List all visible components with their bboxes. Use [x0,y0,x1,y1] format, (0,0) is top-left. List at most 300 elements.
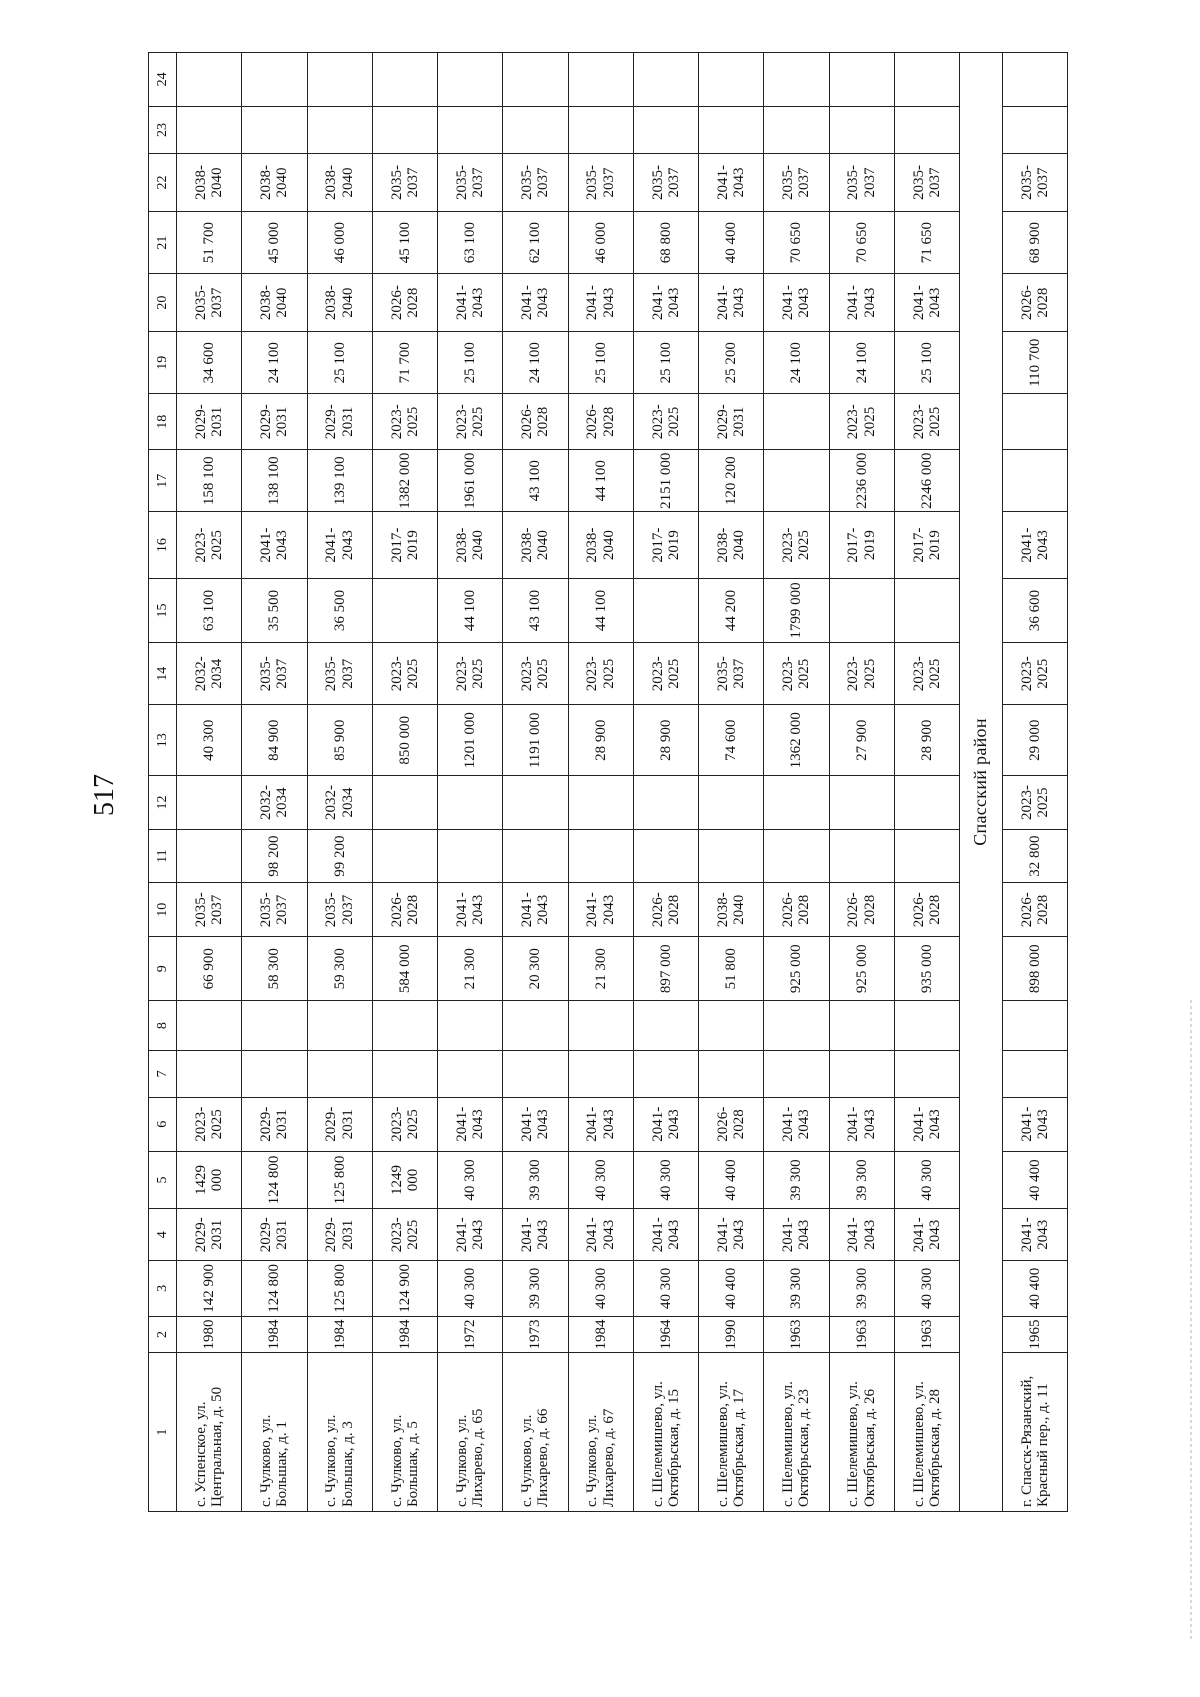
table-cell: 1973 [503,1316,568,1352]
table-cell: 2151 000 [633,450,698,512]
table-cell [894,106,959,153]
table-cell: 45 100 [372,211,437,273]
table-cell: 2023-2025 [177,512,242,579]
table-cell: 925 000 [764,937,829,1001]
table-cell: 2035-2037 [894,154,959,212]
table-cell: 40 300 [568,1151,633,1209]
table-cell: 124 800 [242,1151,307,1209]
table-cell: 51 800 [699,937,764,1001]
table-cell: 2041-2043 [764,274,829,332]
table-cell [1002,1001,1067,1050]
table-cell: 24 100 [242,332,307,394]
table-cell: 2041-2043 [503,274,568,332]
page-number: 517 [89,774,120,816]
table-cell: 40 300 [568,1260,633,1316]
table-cell: 584 000 [372,937,437,1001]
column-number-9: 9 [149,937,177,1001]
table-cell: 1980 [177,1316,242,1352]
table-cell [699,106,764,153]
table-cell [568,106,633,153]
column-number-6: 6 [149,1097,177,1151]
table-cell [764,450,829,512]
column-number-15: 15 [149,578,177,642]
address-cell: с. Чулково, ул. Большак, д. 1 [242,1353,307,1512]
table-cell: 2023-2025 [633,643,698,705]
table-cell: 1382 000 [372,450,437,512]
table-cell: 1965 [1002,1316,1067,1352]
table-cell: 44 100 [568,578,633,642]
table-cell [503,776,568,830]
table-cell: 39 300 [764,1151,829,1209]
table-cell [503,1001,568,1050]
table-cell: 2041-2043 [1002,1209,1067,1260]
table-cell [242,106,307,153]
table-cell [894,53,959,107]
table-cell: 2017-2019 [894,512,959,579]
table-cell [307,1050,372,1097]
table-cell [894,776,959,830]
table-cell: 1249 000 [372,1151,437,1209]
table-cell: 850 000 [372,705,437,776]
table-cell: 85 900 [307,705,372,776]
table-cell: 21 300 [568,937,633,1001]
address-cell: с. Шелемишево, ул. Октябрьская, д. 15 [633,1353,698,1512]
column-number-7: 7 [149,1050,177,1097]
table-cell [894,578,959,642]
address-cell: с. Чулково, ул. Лихарево, д. 67 [568,1353,633,1512]
table-cell: 2017-2019 [372,512,437,579]
table-cell: 2038-2040 [568,512,633,579]
table-cell: 1362 000 [764,705,829,776]
column-number-5: 5 [149,1151,177,1209]
table-cell: 2035-2037 [307,643,372,705]
scan-artifact [1190,1000,1192,1640]
table-cell: 40 300 [894,1151,959,1209]
table-cell [894,1001,959,1050]
table-cell [438,1001,503,1050]
table-cell: 44 100 [438,578,503,642]
table-cell: 1984 [307,1316,372,1352]
table-cell: 1963 [894,1316,959,1352]
table-cell: 2029-2031 [177,394,242,450]
table-row [829,53,894,1512]
table-cell: 2029-2031 [307,1097,372,1151]
table-cell: 40 300 [894,1260,959,1316]
table-cell: 124 900 [372,1260,437,1316]
table-cell: 70 650 [829,211,894,273]
table-cell [699,1050,764,1097]
table-cell: 28 900 [894,705,959,776]
table-cell [568,53,633,107]
table-cell [699,1001,764,1050]
table-cell: 36 500 [307,578,372,642]
table-row [242,53,307,1512]
table-cell: 2023-2025 [503,643,568,705]
table-cell [503,1050,568,1097]
table-row [177,53,242,1512]
table-cell: 25 100 [568,332,633,394]
table-cell: 2023-2025 [372,1209,437,1260]
table-cell: 36 600 [1002,578,1067,642]
table-cell: 39 300 [503,1151,568,1209]
column-number-13: 13 [149,705,177,776]
table-cell: 2023-2025 [438,394,503,450]
table-cell: 25 100 [633,332,698,394]
table-cell: 39 300 [829,1260,894,1316]
table-cell: 24 100 [764,332,829,394]
table-cell [633,829,698,883]
table-cell: 68 900 [1002,211,1067,273]
table-cell: 2035-2037 [177,274,242,332]
table-cell: 2029-2031 [242,394,307,450]
table-cell [242,53,307,107]
table-cell: 2035-2037 [372,154,437,212]
table-row [503,53,568,1512]
table-cell: 2041-2043 [894,1209,959,1260]
table-cell: 935 000 [894,937,959,1001]
table-cell: 2026-2028 [1002,274,1067,332]
table-cell [242,1001,307,1050]
table-cell: 21 300 [438,937,503,1001]
table-cell: 2023-2025 [894,394,959,450]
address-cell: с. Шелемишево, ул. Октябрьская, д. 17 [699,1353,764,1512]
table-cell: 2041-2043 [438,1209,503,1260]
address-cell: с. Успенское, ул. Центральная, д. 50 [177,1353,242,1512]
address-cell: с. Шелемишево, ул. Октябрьская, д. 28 [894,1353,959,1512]
table-cell: 98 200 [242,829,307,883]
table-cell [177,1001,242,1050]
column-number-14: 14 [149,643,177,705]
table-cell: 2026-2028 [1002,883,1067,937]
table-cell: 2041-2043 [829,1097,894,1151]
table-cell: 2026-2028 [568,394,633,450]
address-cell: с. Чулково, ул. Лихарево, д. 66 [503,1353,568,1512]
table-cell: 2026-2028 [764,883,829,937]
table-cell [894,1050,959,1097]
table-cell [764,53,829,107]
table-cell [633,578,698,642]
table-cell [568,829,633,883]
table-row [699,53,764,1512]
table-cell: 2246 000 [894,450,959,512]
table-cell: 2026-2028 [633,883,698,937]
table-cell: 2023-2025 [568,643,633,705]
table-cell [503,53,568,107]
table-cell: 44 100 [568,450,633,512]
table-cell: 74 600 [699,705,764,776]
table-cell: 2023-2025 [372,394,437,450]
table-cell [764,1001,829,1050]
table-cell: 2038-2040 [307,274,372,332]
table-cell [829,829,894,883]
table-cell [438,53,503,107]
table-cell: 66 900 [177,937,242,1001]
table-cell [372,776,437,830]
table-cell [438,829,503,883]
table-cell [829,53,894,107]
address-cell: с. Чулково, ул. Большак, д. 5 [372,1353,437,1512]
table-cell: 1201 000 [438,705,503,776]
table-cell: 2035-2037 [568,154,633,212]
rotated-table-container [148,52,1068,1512]
table-cell: 2023-2025 [829,643,894,705]
table-cell [503,829,568,883]
column-number-10: 10 [149,883,177,937]
table-cell: 2035-2037 [633,154,698,212]
table-cell: 2041-2043 [568,883,633,937]
table-cell: 51 700 [177,211,242,273]
address-cell: г. Спасск-Рязанский, Красный пер., д. 11 [1002,1353,1067,1512]
table-cell: 2041-2043 [699,274,764,332]
table-cell: 1429 000 [177,1151,242,1209]
table-cell: 2023-2025 [372,1097,437,1151]
table-cell [829,1050,894,1097]
table-cell: 25 200 [699,332,764,394]
table-cell [307,106,372,153]
table-cell: 1963 [829,1316,894,1352]
table-cell: 46 000 [568,211,633,273]
table-cell: 120 200 [699,450,764,512]
table-cell [1002,450,1067,512]
table-row [307,53,372,1512]
table-cell: 2038-2040 [503,512,568,579]
table-cell [633,776,698,830]
table-cell: 2023-2025 [633,394,698,450]
table-cell: 2038-2040 [699,512,764,579]
table-cell [829,776,894,830]
table-cell: 2023-2025 [372,643,437,705]
table-cell [764,106,829,153]
table-cell: 1963 [764,1316,829,1352]
table-cell: 2041-2043 [503,1209,568,1260]
table-row [372,53,437,1512]
table-cell [177,776,242,830]
table-cell: 2041-2043 [568,1097,633,1151]
column-number-21: 21 [149,211,177,273]
table-cell: 138 100 [242,450,307,512]
table-cell [764,1050,829,1097]
table-cell: 58 300 [242,937,307,1001]
table-cell: 40 300 [633,1151,698,1209]
table-cell: 84 900 [242,705,307,776]
table-cell [438,1050,503,1097]
table-cell [764,776,829,830]
table-cell: 2041-2043 [764,1097,829,1151]
table-cell: 1984 [568,1316,633,1352]
table-cell [177,53,242,107]
column-number-2: 2 [149,1316,177,1352]
column-number-24: 24 [149,53,177,107]
table-cell: 71 700 [372,332,437,394]
table-cell [372,53,437,107]
table-cell: 2029-2031 [307,1209,372,1260]
table-cell: 2035-2037 [829,154,894,212]
column-number-3: 3 [149,1260,177,1316]
table-cell [829,578,894,642]
table-cell: 40 300 [633,1260,698,1316]
table-cell: 2038-2040 [242,154,307,212]
table-cell: 1990 [699,1316,764,1352]
table-cell: 99 200 [307,829,372,883]
table-cell: 2023-2025 [764,643,829,705]
repair-schedule-table [148,52,1068,1512]
table-cell: 2038-2040 [307,154,372,212]
table-cell [372,829,437,883]
table-cell: 2026-2028 [503,394,568,450]
address-cell: с. Шелемишево, ул. Октябрьская, д. 23 [764,1353,829,1512]
table-row [894,53,959,1512]
table-cell: 139 100 [307,450,372,512]
column-number-17: 17 [149,450,177,512]
table-cell: 2041-2043 [829,274,894,332]
table-cell: 39 300 [503,1260,568,1316]
table-cell: 2041-2043 [438,883,503,937]
table-cell: 63 100 [177,578,242,642]
table-cell: 2026-2028 [894,883,959,937]
table-cell: 2017-2019 [829,512,894,579]
table-cell: 897 000 [633,937,698,1001]
table-cell: 40 300 [177,705,242,776]
table-cell: 32 800 [1002,829,1067,883]
table-cell: 27 900 [829,705,894,776]
table-cell: 44 200 [699,578,764,642]
table-cell: 20 300 [503,937,568,1001]
table-cell [699,776,764,830]
table-cell: 2032-2034 [242,776,307,830]
column-number-12: 12 [149,776,177,830]
table-row [1002,53,1067,1512]
address-cell: с. Чулково, ул. Большак, д. 3 [307,1353,372,1512]
table-cell: 39 300 [764,1260,829,1316]
table-cell: 2023-2025 [438,643,503,705]
table-cell: 40 400 [1002,1151,1067,1209]
table-cell: 2029-2031 [699,394,764,450]
table-cell: 2041-2043 [438,1097,503,1151]
table-cell: 40 400 [699,211,764,273]
table-cell: 2038-2040 [699,883,764,937]
table-cell: 39 300 [829,1151,894,1209]
column-number-8: 8 [149,1001,177,1050]
table-cell: 2041-2043 [568,274,633,332]
table-cell: 40 400 [699,1260,764,1316]
table-cell: 2041-2043 [503,1097,568,1151]
table-cell [438,106,503,153]
table-cell: 34 600 [177,332,242,394]
table-cell [633,53,698,107]
table-cell [633,106,698,153]
table-cell: 2041-2043 [829,1209,894,1260]
table-cell [829,1001,894,1050]
table-cell [699,829,764,883]
table-cell: 68 800 [633,211,698,273]
table-cell [829,106,894,153]
table-cell: 35 500 [242,578,307,642]
table-cell: 24 100 [829,332,894,394]
table-cell: 2029-2031 [307,394,372,450]
table-cell: 2023-2025 [764,512,829,579]
column-number-19: 19 [149,332,177,394]
table-cell: 59 300 [307,937,372,1001]
table-cell [633,1050,698,1097]
table-cell [372,1050,437,1097]
table-cell [1002,53,1067,107]
table-cell [307,53,372,107]
table-cell: 1191 000 [503,705,568,776]
table-cell: 1984 [242,1316,307,1352]
table-cell: 2041-2043 [633,274,698,332]
table-cell [699,53,764,107]
table-cell: 2035-2037 [307,883,372,937]
table-cell: 40 400 [1002,1260,1067,1316]
table-cell [1002,394,1067,450]
table-cell: 2041-2043 [894,274,959,332]
table-cell: 1972 [438,1316,503,1352]
table-cell: 43 100 [503,450,568,512]
table-cell: 2041-2043 [633,1097,698,1151]
table-cell: 2035-2037 [438,154,503,212]
table-cell [568,1050,633,1097]
table-cell: 1961 000 [438,450,503,512]
table-cell [307,1001,372,1050]
table-cell: 2035-2037 [242,883,307,937]
table-cell: 70 650 [764,211,829,273]
table-cell: 2038-2040 [242,274,307,332]
table-cell [177,106,242,153]
table-cell [503,106,568,153]
column-number-22: 22 [149,154,177,212]
table-cell: 2023-2025 [1002,643,1067,705]
table-cell: 125 800 [307,1260,372,1316]
table-cell: 25 100 [438,332,503,394]
table-cell: 25 100 [307,332,372,394]
table-cell: 24 100 [503,332,568,394]
table-cell [1002,1050,1067,1097]
table-cell: 2041-2043 [894,1097,959,1151]
table-row [568,53,633,1512]
district-section-row [960,53,1003,1512]
table-cell: 142 900 [177,1260,242,1316]
table-cell: 62 100 [503,211,568,273]
table-cell: 2041-2043 [307,512,372,579]
table-cell: 898 000 [1002,937,1067,1001]
table-cell: 2032-2034 [307,776,372,830]
table-cell [568,1001,633,1050]
district-title: Спасский район [960,53,1003,1512]
table-cell: 2032-2034 [177,643,242,705]
table-cell [177,829,242,883]
table-body [177,53,1068,1512]
column-number-row [149,53,177,1512]
table-cell: 2038-2040 [438,512,503,579]
table-row [438,53,503,1512]
table-cell: 1799 000 [764,578,829,642]
table-cell: 2026-2028 [372,274,437,332]
table-cell: 925 000 [829,937,894,1001]
table-cell: 40 300 [438,1151,503,1209]
table-cell [372,1001,437,1050]
table-row [764,53,829,1512]
table-cell [1002,106,1067,153]
table-cell: 2023-2025 [829,394,894,450]
table-cell: 2029-2031 [242,1097,307,1151]
table-cell: 25 100 [894,332,959,394]
table-cell: 1964 [633,1316,698,1352]
table-cell: 2035-2037 [242,643,307,705]
table-cell: 1984 [372,1316,437,1352]
table-cell: 2041-2043 [764,1209,829,1260]
table-cell: 46 000 [307,211,372,273]
table-cell: 2029-2031 [177,1209,242,1260]
